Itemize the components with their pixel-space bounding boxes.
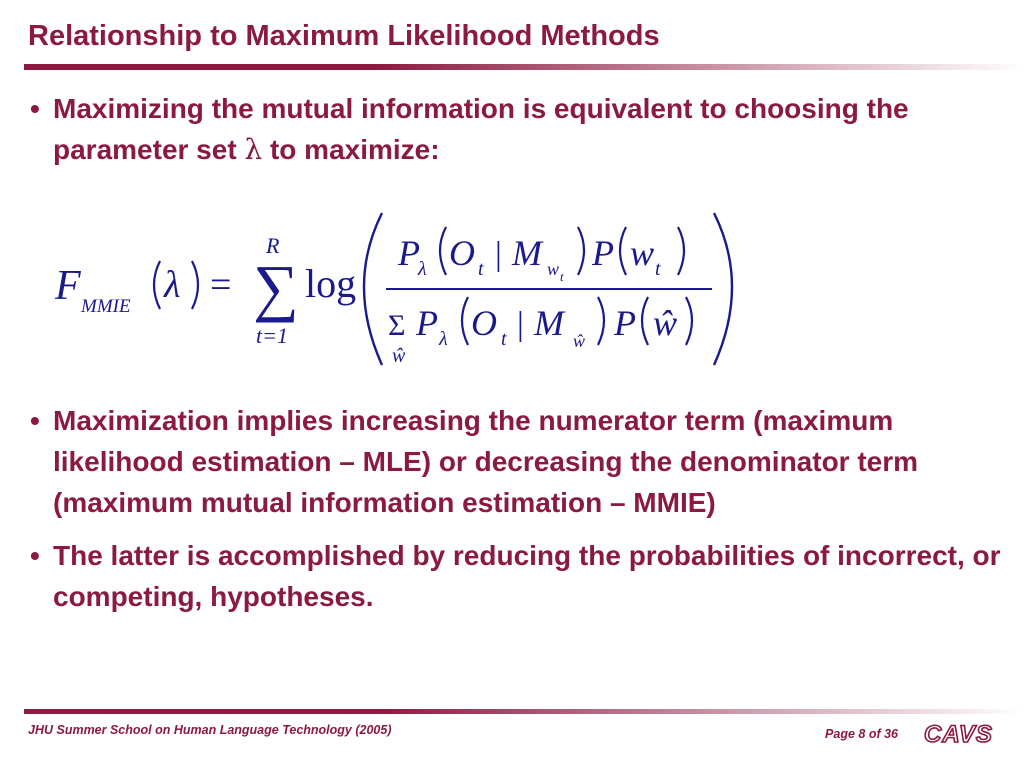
eq-num-w-sub: t <box>655 258 661 280</box>
eq-num-M: M <box>512 233 542 273</box>
bullet-glyph: • <box>30 93 40 124</box>
eq-den-w-hat: ŵ <box>653 303 678 343</box>
eq-num-paren-open-1 <box>440 227 446 275</box>
bullet-list-top <box>30 88 1005 170</box>
bullet-1-text-start: Maximizing the mutual information is equivalent to choosing the parameter set <box>53 93 909 165</box>
eq-num-paren-close-1 <box>578 227 584 275</box>
eq-den-lambda: λ <box>439 328 448 350</box>
bullet-3-text: The latter is accomplished by reducing the probabilities of incorrect, or competing, hypotheses. <box>53 540 1001 612</box>
footer-rule <box>24 709 1024 714</box>
eq-num-lambda: λ <box>418 258 427 280</box>
eq-sum-lower: t=1 <box>256 323 288 348</box>
eq-den-M: M <box>534 303 564 343</box>
eq-sum-sign: ∑ <box>253 252 299 323</box>
eq-den-P: P <box>416 303 438 343</box>
eq-den-M-sub: ŵ <box>573 331 586 351</box>
eq-lhs-open-paren <box>154 261 160 309</box>
eq-num-paren-close-2 <box>678 227 684 275</box>
eq-num-paren-open-2 <box>620 227 626 275</box>
bullet-item-2 <box>30 400 1005 523</box>
eq-big-open-paren <box>364 213 382 365</box>
bullet-glyph: • <box>30 405 40 436</box>
bullet-item-3 <box>30 535 1005 617</box>
eq-sum-upper: R <box>266 233 280 258</box>
bullet-list-bottom <box>30 400 1005 629</box>
bullet-1-text-end: to maximize: <box>262 134 440 165</box>
eq-den-O: O <box>471 303 497 343</box>
eq-num-P: P <box>398 233 420 273</box>
eq-den-paren-open-1 <box>462 297 468 345</box>
eq-num-P2: P <box>592 233 614 273</box>
eq-num-bar: | <box>495 236 502 273</box>
bullet-glyph: • <box>30 540 40 571</box>
cavs-logo <box>922 717 1002 749</box>
eq-den-paren-close-1 <box>598 297 604 345</box>
eq-den-sum: Σ <box>388 309 406 342</box>
page-number: Page 8 of 36 <box>825 727 898 741</box>
eq-F: F <box>55 263 81 309</box>
eq-num-M-sub-t: t <box>560 269 564 284</box>
eq-den-paren-close-2 <box>686 297 692 345</box>
footer-course-name: JHU Summer School on Human Language Technology (2005) <box>28 723 392 737</box>
eq-num-O-sub: t <box>478 258 484 280</box>
bullet-item-1 <box>30 88 1005 170</box>
cavs-logo-text: CAVS <box>924 721 993 748</box>
eq-F-subscript: MMIE <box>81 296 131 317</box>
eq-num-O: O <box>449 233 475 273</box>
eq-lhs-close-paren <box>192 261 198 309</box>
title-underline <box>24 64 1024 70</box>
eq-equals: = <box>210 264 232 306</box>
eq-den-sum-sub: ŵ <box>392 345 406 367</box>
eq-den-paren-open-2 <box>642 297 648 345</box>
eq-big-close-paren <box>714 213 732 365</box>
eq-den-P2: P <box>614 303 636 343</box>
eq-log: log <box>305 261 357 306</box>
eq-den-O-sub: t <box>501 328 507 350</box>
eq-num-M-sub-w: w <box>547 259 560 279</box>
eq-num-w: w <box>630 233 655 273</box>
mmie-equation <box>50 205 740 375</box>
bullet-2-text: Maximization implies increasing the numerator term (maximum likelihood estimation – MLE) or decreasing the denominator term (maximum mutual information estimation – MMIE) <box>53 405 919 518</box>
eq-lhs-lambda: λ <box>164 264 181 306</box>
lambda-symbol: λ <box>244 133 263 166</box>
eq-den-bar: | <box>517 306 524 343</box>
slide-title: Relationship to Maximum Likelihood Methods <box>28 20 660 52</box>
